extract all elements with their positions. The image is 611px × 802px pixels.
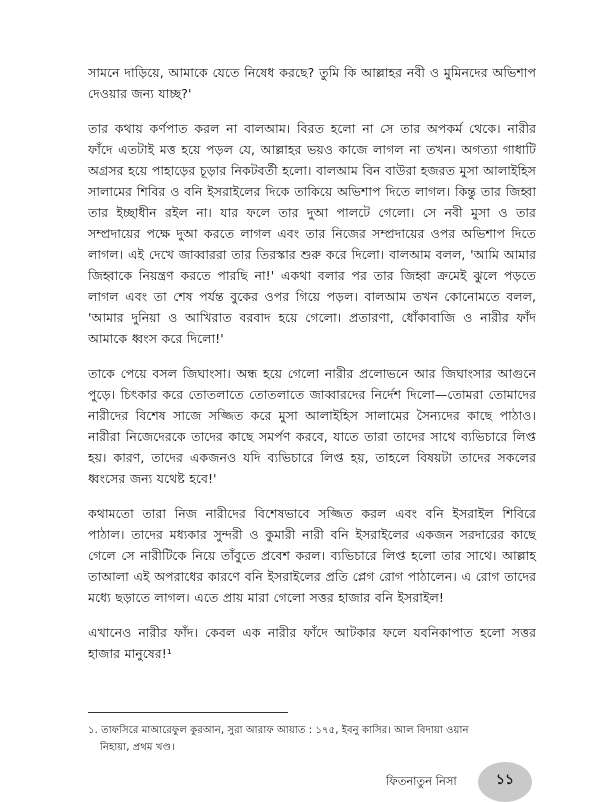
page-number-badge xyxy=(478,762,532,802)
footnote xyxy=(88,722,536,756)
footnote-line-1: ১. তাফসিরে মাআরেফুল কুরআন, সুরা আরাফ আয়াত : ১৭৫, ইবনু কাসির। আল বিদায়া ওয়ান xyxy=(88,725,469,736)
paragraph-3: তাকে পেয়ে বসল জিঘাংসা। অন্ধ হয়ে গেলো নারীর প্রলোভনে আর জিঘাংসার আগুনে পুড়ে। চিৎকার করে তোতলাতে তোতলাতে জাব্বারদের নির্দেশ দিলো—তোমরা তোমাদের নারীদের বিশেষ সাজে সজ্জিত করে মুসা আলাইহিস সালামের সৈন্যদের কাছে পাঠাও। নারীরা নিজেদেরকে তাদের কাছে সমর্পণ করবে, যাতে তারা তাদের সাথে ব্যভিচারে লিপ্ত হয়। কারণ, তাদের একজনও যদি ব্যভিচারে লিপ্ত হয়, তাহলে বিষয়টা তাদের সকলের ধ্বংসের জন্য যথেষ্ট হবে!' xyxy=(88,366,536,486)
page-number: ১১ xyxy=(495,772,515,788)
running-footer-book-title: ফিতনাতুন নিসা xyxy=(386,774,457,788)
footnote-divider xyxy=(88,712,288,713)
paragraph-1: সামনে দাড়িয়ে, আমাকে যেতে নিষেধ করছে? তুমি কি আল্লাহর নবী ও মুমিনদের অভিশাপ দেওয়ার জন্য যাচ্ছ?' xyxy=(88,65,536,101)
body-text xyxy=(88,62,536,678)
paragraph-4: কথামতো তারা নিজ নারীদের বিশেষভাবে সজ্জিত করল এবং বনি ইসরাইল শিবিরে পাঠাল। তাদের মধ্যকার সুন্দরী ও কুমারী নারী বনি ইসরাইলের একজন সরদারের কাছে গেলে সে নারীটিকে নিয়ে তাঁবুতে প্রবেশ করল। ব্যভিচারে লিপ্ত হলো তার সাথে। আল্লাহ তাআলা এই অপরাধের কারণে বনি ইসরাইলের প্রতি প্লেগ রোগ পাঠালেন। এ রোগ তাদের মধ্যে ছড়াতে লাগল। এতে প্রায় মারা গেলো সত্তর হাজার বনি ইসরাইল! xyxy=(88,506,536,605)
footnote-line-2: নিহায়া, প্রথম খণ্ড। xyxy=(100,742,175,753)
paragraph-5: এখানেও নারীর ফাঁদ। কেবল এক নারীর ফাঁদে আটকার ফলে যবনিকাপাত হলো সত্তর হাজার মানুষের!¹ xyxy=(88,625,536,661)
paragraph-2: তার কথায় কর্ণপাত করল না বালআম। বিরত হলো না সে তার অপকর্ম থেকে। নারীর ফাঁদে এতটাই মত্ত হয়ে পড়ল যে, আল্লাহর ভয়ও কাজে লাগল না তখন। অগত্যা গাধাটি অগ্রসর হয়ে পাহাড়ের চূড়ার নিকটবর্তী হলো। বালআম বিন বাউরা হজরত মুসা আলাইহিস সালামের শিবির ও বনি ইসরাইলের দিকে তাকিয়ে অভিশাপ দিতে লাগল। কিন্তু তার জিহ্বা তার ইচ্ছাধীন রইল না। যার ফলে তার দুআ পালটে গেলো। সে নবী মুসা ও তার সম্প্রদায়ের পক্ষে দুআ করতে লাগল এবং তার নিজের সম্প্রদায়ের ওপর অভিশাপ দিতে লাগল। এই দেখে জাব্বাররা তার তিরস্কার শুরু করে দিলো। বালআম বলল, 'আমি আমার জিহ্বাকে নিয়ন্ত্রণ করতে পারছি না!' একথা বলার পর তার জিহ্বা ক্রমেই ঝুলে পড়তে লাগল এবং তা শেষ পর্যন্ত বুকের ওপর গিয়ে পড়ল। বালআম তখন কোনোমতে বলল, 'আমার দুনিয়া ও আখিরাত বরবাদ হয়ে গেলো। প্রতারণা, ধোঁকাবাজি ও নারীর ফাঁদ আমাকে ধ্বংস করে দিলো!' xyxy=(88,121,536,346)
